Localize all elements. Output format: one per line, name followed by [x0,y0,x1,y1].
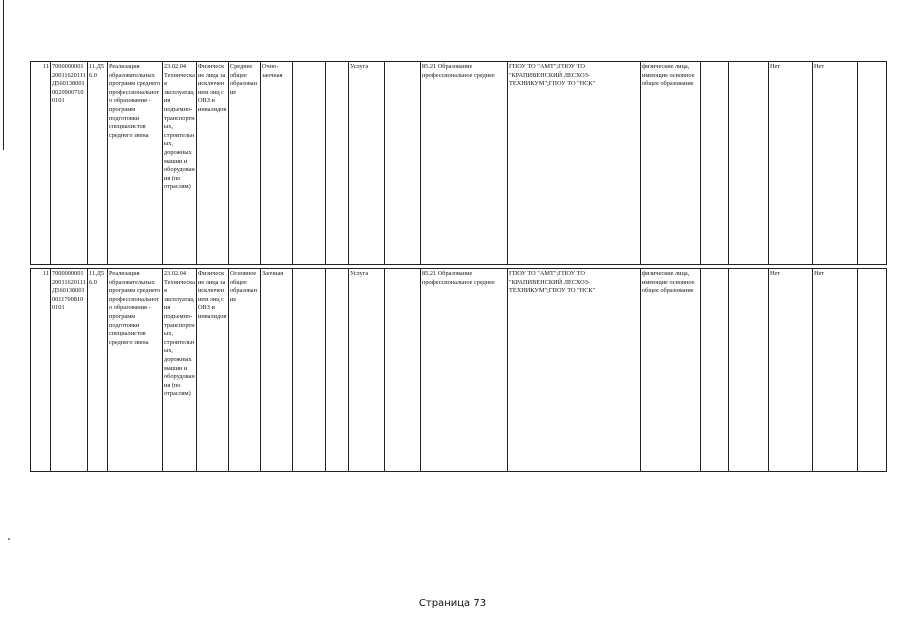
paid-flag: Нет [769,269,813,472]
service-name: Реализация образовательных программ среднего профессионального образования - программ подготовки специалистов среднего звена [108,269,163,472]
service-subcode: 11.Д56.0 [88,62,108,265]
service-type: Услуга [349,62,385,265]
empty-cell [385,62,421,265]
study-form: Очно-заочная [261,62,293,265]
scan-mark [8,538,10,540]
study-form: Заочная [261,269,293,472]
providers: ГПОУ ТО "АМТ";ГПОУ ТО "КРАПИВЕНСКИЙ ЛЕСХОЗ-ТЕХНИКУМ";ГПОУ ТО "НСК" [508,62,641,265]
paid-flag-2: Нет [813,269,858,472]
service-subcode: 11.Д56.0 [88,269,108,472]
page-number: Страница 73 [418,598,487,609]
empty-cell [293,269,326,472]
empty-cell [858,269,887,472]
empty-cell [326,62,349,265]
row-number: 11 [31,269,51,472]
empty-cell [701,269,729,472]
education-level: Основное общее образование [229,269,261,472]
paid-flag-2: Нет [813,62,858,265]
specialty: 23.02.04 Техническая эксплуатация подъемно-транспортных, строительных, дорожных машин и оборудования (по отраслям) [163,269,197,472]
empty-cell [326,269,349,472]
empty-cell [729,269,769,472]
registry-table [30,61,887,472]
page-edge-line [3,0,4,150]
specialty: 23.02.04 Техническая эксплуатация подъемно-транспортных, строительных, дорожных машин и оборудования (по отраслям) [163,62,197,265]
consumer-category: Физические лица за исключением лиц с ОВЗ и инвалидов [197,269,229,472]
providers: ГПОУ ТО "АМТ";ГПОУ ТО "КРАПИВЕНСКИЙ ЛЕСХОЗ-ТЕХНИКУМ";ГПОУ ТО "НСК" [508,269,641,472]
consumer-category: Физические лица за исключением лиц с ОВЗ и инвалидов [197,62,229,265]
empty-cell [293,62,326,265]
education-level: Среднее общее образование [229,62,261,265]
consumers: физические лица, имеющие основное общее образование [641,269,701,472]
okved-code: 85.21 Образование профессиональное среднее [421,62,508,265]
service-type: Услуга [349,269,385,472]
row-number: 11 [31,62,51,265]
empty-cell [701,62,729,265]
empty-cell [385,269,421,472]
table-row [31,62,887,265]
table-row [31,269,887,472]
okved-code: 85.21 Образование профессиональное среднее [421,269,508,472]
paid-flag: Нет [769,62,813,265]
registry-code: 700000000120011620111Д56013800100117008100101 [51,269,88,472]
empty-cell [729,62,769,265]
consumers: физические лица, имеющие основное общее образование [641,62,701,265]
service-name: Реализация образовательных программ среднего профессионального образования - программ подготовки специалистов среднего звена [108,62,163,265]
empty-cell [858,62,887,265]
registry-code: 700000000120011620111Д56013800100209007100101 [51,62,88,265]
